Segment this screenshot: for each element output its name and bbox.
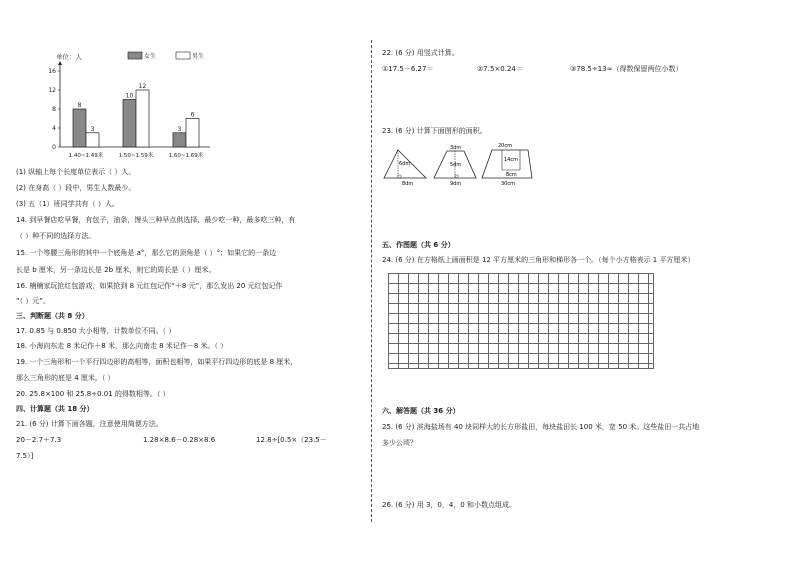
q13-part2: (2) 在身高（ ）段中，男生人数最少。 — [16, 184, 136, 192]
y-tick-label-12: 12 — [48, 87, 56, 94]
data-label-1-2: 10 — [125, 92, 134, 100]
fig1-base: 8dm — [402, 181, 414, 187]
category-label-1: 1.40~1.49米 — [68, 153, 104, 159]
q13-part1: (1) 纵轴上每个长度单位表示（ ）人。 — [16, 168, 136, 176]
fig3-top: 20cm — [498, 143, 512, 149]
bar-chart — [40, 45, 220, 165]
data-label-1-3: 3 — [177, 125, 182, 133]
calc-expression-1: 20－2.7＋7.3 — [16, 436, 62, 444]
question-15-line2: 长是 b 厘米，另一条边长是 2b 厘米，则它的周长是（ ）厘米。 — [16, 266, 216, 274]
data-label-2-2: 12 — [138, 83, 147, 90]
section-3-title: 三、判断题（共 8 分） — [16, 312, 89, 320]
bar-1-1 — [73, 109, 86, 147]
square-grid[interactable] — [388, 273, 654, 369]
fig2-top: 3dm — [450, 145, 462, 151]
question-20: 20. 25.8×100 和 25.8÷0.01 的得数相等。（ ） — [16, 390, 170, 398]
bar-2-3 — [186, 119, 199, 148]
section-6-title: 六、解答题（共 36 分） — [382, 407, 460, 415]
fig3-middle: 8cm — [506, 172, 517, 178]
calc-expression-2: 1.28×8.6－0.28×8.6 — [143, 436, 216, 444]
question-19-line1: 19. 一个三角形和一个平行四边形的高相等，面积也相等，如果平行四边形的底是 8 厘米， — [16, 358, 298, 366]
calc-expression-3: 12.8÷[0.5×（23.5－ — [256, 436, 327, 444]
question-16-line2: “（ ）元”。 — [16, 297, 50, 305]
question-18: 18. 小海向东走 8 米记作＋8 米，那么向南走 8 米记作－8 米。（ ） — [16, 342, 228, 350]
y-tick-label-16: 16 — [48, 68, 56, 75]
area-figures — [380, 138, 540, 190]
category-label-3: 1.60~1.69米 — [168, 153, 204, 159]
column-divider — [371, 40, 372, 522]
y-tick-label-0: 0 — [52, 144, 56, 151]
legend-swatch-2 — [176, 52, 190, 59]
question-15-line1: 15. 一个等腰三角形的其中一个底角是 a°，那么它的顶角是（ ）°；如果它的一条边 — [16, 249, 277, 257]
calc-expression-3-cont: 7.5）] — [16, 452, 34, 460]
data-label-2-3: 6 — [190, 111, 195, 119]
bar-1-3 — [173, 133, 186, 147]
y-tick-label-4: 4 — [52, 125, 56, 132]
fig2-height: 5dm — [450, 162, 462, 168]
section-5-title: 五、作图题（共 6 分） — [382, 241, 455, 249]
category-label-2: 1.50~1.59米 — [118, 153, 154, 159]
chart-unit-label: 单位：人 — [56, 53, 82, 61]
triangle-figure — [384, 150, 426, 187]
bar-2-2 — [136, 90, 149, 147]
fig3-height: 14cm — [504, 157, 518, 163]
y-axis-arrow — [58, 61, 62, 65]
question-25-line2: 多少公顷？ — [382, 439, 417, 447]
vertical-calc-1: ①17.5－6.27＝ — [382, 65, 434, 73]
question-22: 22. (6 分) 用竖式计算。 — [382, 49, 459, 57]
legend-label-2: 男生 — [192, 53, 205, 60]
data-label-1-1: 8 — [77, 102, 82, 109]
section-4-title: 四、计算题（共 18 分） — [16, 405, 94, 413]
composite-figure — [482, 143, 532, 187]
bar-1-2 — [123, 100, 136, 148]
vertical-calc-2: ②7.5×0.24＝ — [477, 65, 523, 73]
question-24: 24. (6 分) 在方格纸上画面积是 12 平方厘米的三角形和梯形各一个。（每个小方格表示 1 平方厘米） — [382, 256, 695, 264]
question-16-line1: 16. 楠楠家玩抢红包游戏，如果抢到 8 元红包记作“＋8 元”，那么发出 20 元红包记作 — [16, 282, 283, 290]
vertical-calc-3: ③78.5÷13≈（得数保留两位小数） — [570, 65, 683, 73]
legend-label-1: 女生 — [144, 53, 157, 60]
y-tick-label-8: 8 — [52, 106, 56, 113]
question-14-line2: （ ）种不同的选择方法。 — [16, 232, 96, 240]
question-21: 21. (6 分) 计算下面各题，注意使用简便方法。 — [16, 420, 163, 428]
question-26: 26. (6 分) 用 3，0，4，0 和小数点组成。 — [382, 501, 516, 509]
q13-part3: (3) 五（1）班同学共有（ ）人。 — [16, 200, 119, 208]
trapezoid-figure — [434, 145, 476, 187]
data-label-2-1: 3 — [90, 125, 95, 133]
legend-swatch-1 — [128, 52, 142, 59]
fig2-base: 9dm — [450, 181, 462, 187]
question-23: 23. (6 分) 计算下面图形的面积。 — [382, 127, 487, 135]
bar-2-1 — [86, 133, 99, 147]
question-14-line1: 14. 到早餐店吃早餐，有包子，油条，馒头三种早点供选择，最少吃一种，最多吃三种，有 — [16, 216, 296, 224]
fig1-height: 6dm — [399, 161, 411, 167]
question-25-line1: 25. (6 分) 滨海盐场有 40 块同样大的长方形盐田，每块盐田长 100 米，宽 50 米。这些盐田一共占地 — [382, 423, 700, 431]
question-17: 17. 0.85 与 0.850 大小相等，计数单位不同。（ ） — [16, 327, 176, 335]
question-19-line2: 那么三角形的底是 4 厘米。（ ） — [16, 374, 115, 382]
fig3-base: 30cm — [501, 181, 515, 187]
